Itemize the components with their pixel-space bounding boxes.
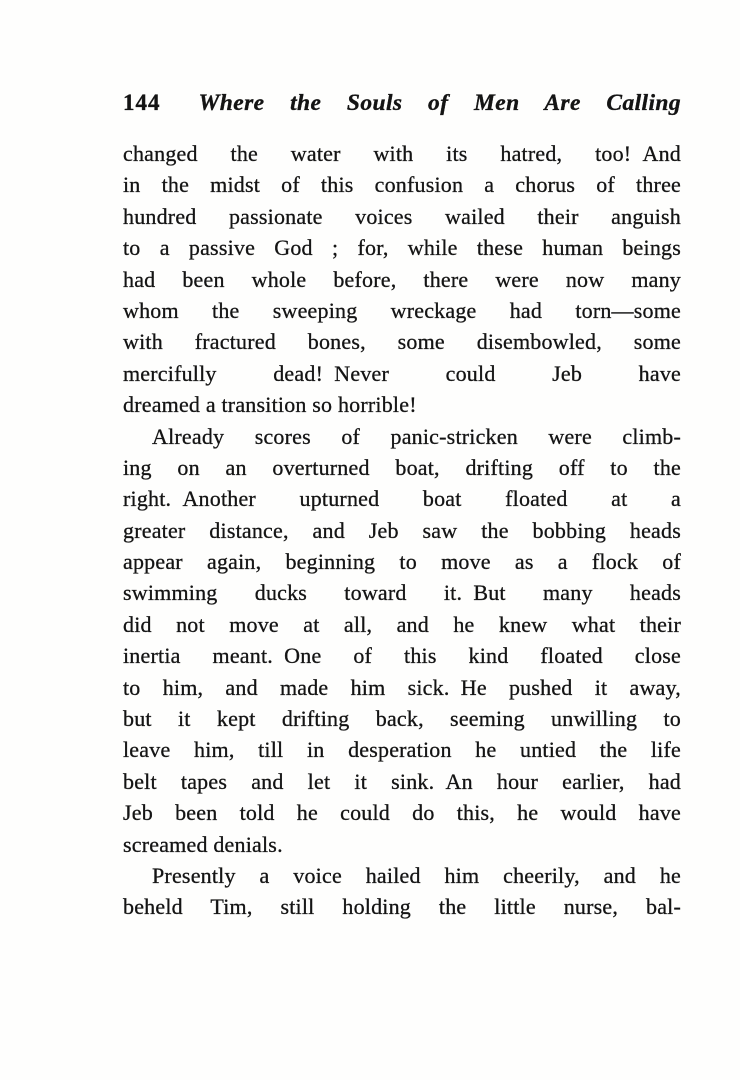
text-line: belt tapes and let it sink. An hour earlier, had	[123, 768, 681, 794]
text-line: Already scores of panic-stricken were climb-	[152, 423, 681, 449]
text-line: Presently a voice hailed him cheerily, and he	[152, 862, 681, 888]
text-line: appear again, beginning to move as a flock of	[123, 549, 681, 575]
running-head	[123, 90, 681, 117]
text-line: in the midst of this confusion a chorus of three	[123, 172, 681, 198]
text-line: greater distance, and Jeb saw the bobbing heads	[123, 517, 681, 543]
text-line: inertia meant. One of this kind floated close	[123, 643, 681, 669]
text-line: ing on an overturned boat, drifting off to the	[123, 454, 681, 480]
text-line: but it kept drifting back, seeming unwilling to	[123, 706, 681, 732]
page-content	[123, 90, 681, 923]
text-line: leave him, till in desperation he untied the life	[123, 737, 681, 763]
text-line: Jeb been told he could do this, he would have	[123, 800, 681, 826]
text-line: beheld Tim, still holding the little nurse, bal-	[123, 894, 681, 920]
text-line: did not move at all, and he knew what their	[123, 611, 681, 637]
text-line: with fractured bones, some disembowled, some	[123, 329, 681, 355]
text-line: to him, and made him sick. He pushed it away,	[123, 674, 681, 700]
text-line: hundred passionate voices wailed their anguish	[123, 203, 681, 229]
paragraph	[123, 860, 681, 923]
text-line: right. Another upturned boat floated at a	[123, 486, 681, 512]
text-line: dreamed a transition so horrible!	[123, 392, 417, 418]
page-number: 144	[123, 90, 161, 115]
text-line: mercifully dead! Never could Jeb have	[123, 360, 681, 386]
text-line: to a passive God ; for, while these human beings	[123, 235, 681, 261]
text-line: had been whole before, there were now many	[123, 266, 681, 292]
text-line: swimming ducks toward it. But many heads	[123, 580, 681, 606]
text-line: changed the water with its hatred, too! And	[123, 141, 681, 166]
text-line: screamed denials.	[123, 831, 283, 857]
body-text	[123, 138, 681, 923]
paragraph	[123, 421, 681, 860]
running-title: Where the Souls of Men Are Calling	[198, 90, 681, 116]
text-line: whom the sweeping wreckage had torn—some	[123, 297, 681, 323]
paragraph	[123, 138, 681, 421]
